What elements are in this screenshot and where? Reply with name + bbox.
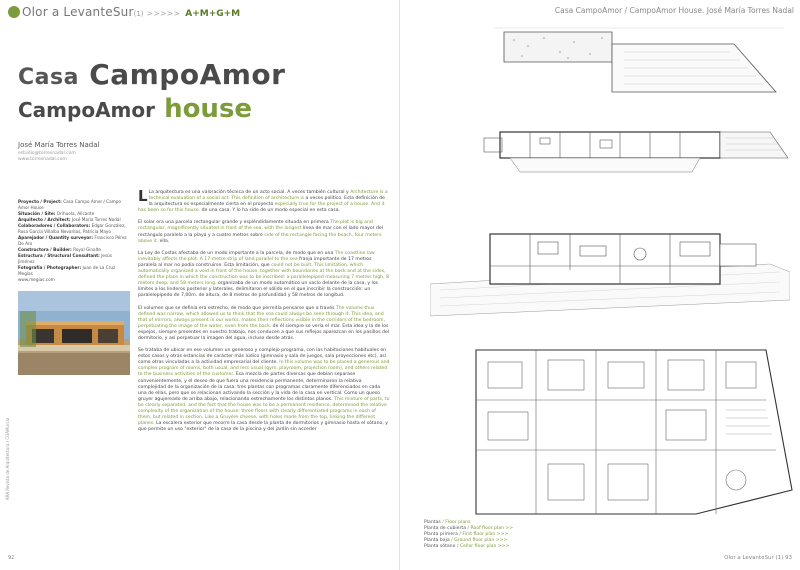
spine-credit: ARA Revista de Arquitectura / COAMurcia bbox=[5, 417, 10, 500]
credit-value: Orihuela, Alicante bbox=[56, 211, 95, 216]
paragraph-en: could not be built. This limitation, which automatically organized a void in front of the house, together with boundaries at the back and at the sides, defined the place in which the construction was to be inscribed: a parallelepiped measuring 7 metres high, 8 meters deep, and 58 meters long. bbox=[138, 262, 389, 287]
title-english bbox=[18, 94, 252, 124]
legend-en: / First floor plan >>> bbox=[459, 532, 509, 537]
brand-dot-icon bbox=[8, 6, 20, 18]
paragraph bbox=[138, 187, 390, 214]
ground-floor-plan bbox=[430, 220, 790, 320]
paragraph-es: ella. bbox=[159, 238, 170, 244]
article-body bbox=[138, 187, 390, 439]
legend-en: / Roof floor plan >> bbox=[467, 526, 514, 531]
paragraph bbox=[138, 220, 390, 244]
credit-value: Casa Campo Amor / Campo Amor House bbox=[18, 199, 121, 210]
author-contact bbox=[18, 151, 76, 163]
paragraph-es: Esa mezcla de partes diversas que debían separase convenientemente, y el deseo de que fuera una residencia permanente, determinaron la relativa complejidad de la organización de la casa: tres plantas con programas claramente diferenciados en cada una de ellas, pero que se relacionan activando la sección y la vida de la casa en vertical. Como un queso gruyer agujereado de arriba abajo, relacionando estrechamente los distintos planos. bbox=[138, 372, 381, 402]
paragraph-es: El volumen que se definía era estrecho, de modo que permitía pensarse que a través bbox=[138, 305, 335, 311]
credit-key: Constructora / Builder: bbox=[18, 247, 72, 252]
paragraph bbox=[138, 306, 390, 343]
legend-es: Planta sótano bbox=[424, 544, 456, 549]
credit-value: Jesús Jiménez bbox=[18, 253, 113, 264]
project-credits bbox=[18, 199, 128, 283]
cellar-floor-plan bbox=[470, 118, 790, 178]
paragraph-en: In this volume was to be placed a generous and complex program of rooms, both usual, and less usual (gym, playroom, projection room), and others related to the business activities of the customer. bbox=[138, 360, 390, 378]
credit-value: www.megias.com bbox=[18, 277, 55, 282]
paragraph-es: de él siempre se vería el mar. Esta idea y la de los espejos, siempre presentes en nuestro trabajo, nos conducen a que sus reflejos aparezcan en los pasillos del dormitorio, y así perpetuar la imagen del agua, incluso desde atrás. bbox=[138, 323, 390, 341]
paragraph-es: organizaba de un modo automático un vacío delante de la casa, y los límites a los linderos posterior y laterales, delimitaron el sólido en el que inscribir la construcción: un paralelepípedo de 7,00m. de altura, de 8 metros de profundidad y 58 metros de longitud. bbox=[138, 281, 379, 299]
paragraph-en: side of the rectangle facing the beach, four meters above it. bbox=[138, 232, 382, 244]
paragraph bbox=[138, 251, 390, 300]
paragraph bbox=[138, 348, 390, 433]
paragraph-en: especially true for the project of a house. And it has been so for this house. bbox=[138, 202, 385, 214]
paragraph-en: This mixture of parts, to be clearly separated, and the fact that the house was to be a permanent residence, determined the relative complexity of the organization of the house: three floors with clearly differentiated programs in each of them, but related in section. Like a Gruyère cheese, with holes made from the top, linking the different planes. bbox=[138, 396, 390, 427]
legend-en: / Cellar floor plan >>> bbox=[456, 544, 510, 549]
paragraph-es: a veces político. Esta definición de la arquitectura es especialmente cierta en el proyecto bbox=[148, 196, 385, 208]
house-photo-image bbox=[18, 291, 130, 375]
issue-number: (1) bbox=[133, 10, 144, 18]
author-name: José María Torres Nadal bbox=[18, 141, 100, 149]
running-header-right: Casa CampoAmor / CampoAmor House. José María Torres Nadal bbox=[554, 6, 794, 15]
credit-key: Proyecto / Project: bbox=[18, 199, 62, 204]
paragraph-es: La escalera exterior que recorre la casa desde la planta de dormitorios y gimnasio hasta el sótano, y que permite un uso "exterior" de la casa de la piscina y del jardín sin acceder bbox=[138, 421, 388, 433]
legend-item bbox=[424, 544, 513, 550]
paragraph-es: de una casa. Y lo ha sido de un modo especial en esta casa. bbox=[201, 208, 340, 214]
credit-key: Situación / Site: bbox=[18, 211, 56, 216]
title-spanish bbox=[18, 58, 285, 91]
paragraph-es: El solar era una parcela rectangular grande y espléndidamente situada en primera bbox=[138, 220, 329, 226]
paragraph-en: The volume thus defined was narrow, which allowed us to think that the sea could always be seen through it. This idea, and that of mirrors, always present in our works, makes their reflections visible in the corridors of the bedroom, perpetuating the image of the water, even from the back. bbox=[138, 305, 385, 329]
credit-key: Estructura / Structural Consultant: bbox=[18, 253, 100, 258]
page-number-right: Olor a LevanteSur (1) 93 bbox=[724, 555, 792, 561]
title-campoamor: CampoAmor bbox=[89, 58, 286, 91]
credit-line bbox=[18, 235, 128, 247]
credit-key: Arquitecto / Architect: bbox=[18, 217, 71, 222]
firm-name: A+M+G+M bbox=[185, 9, 241, 19]
page-number-left: 92 bbox=[8, 555, 15, 561]
drop-cap: L bbox=[138, 187, 148, 205]
brand-name: Olor a LevanteSur bbox=[22, 5, 134, 19]
paragraph-es: línea de mar con el lado mayor del rectángulo paralelo a la playa y a cuatro metros sobre bbox=[138, 226, 384, 238]
plans-legend bbox=[424, 520, 513, 550]
paragraph-en: The coastline law inevitably affects the plot. A 17-metre strip of land parallel to the sea bbox=[138, 250, 375, 262]
credit-line bbox=[18, 265, 128, 277]
running-header bbox=[8, 5, 240, 21]
title-house: house bbox=[164, 94, 253, 124]
roof-floor-plan bbox=[494, 22, 784, 102]
credit-line bbox=[18, 253, 128, 265]
legend-en: / Floor plans bbox=[442, 520, 471, 525]
first-floor-plan bbox=[436, 340, 796, 520]
paragraph-es: Se trataba de ubicar en ese volumen un generoso y complejo programa, con las habitaciones habituales en estos casos y otras estancias de carácter más lúdico (gimnasio y sala de juegos, sala proyecciones etc), así como otras vinculadas a la actividad empresarial del cliente. bbox=[138, 348, 387, 366]
legend-es: Planta baja bbox=[424, 538, 450, 543]
legend-en: / Ground floor plan >>> bbox=[451, 538, 508, 543]
paragraph-es: La Ley de Costas afectaba de un modo importante a la parcela, de modo que en una bbox=[138, 250, 334, 256]
legend-es: Planta de cubierta bbox=[424, 526, 467, 531]
right-page bbox=[400, 0, 800, 570]
credit-value: Edgar González, Rosa García Villalba Nevarilas, Patricia Mayo bbox=[18, 223, 126, 234]
credit-line bbox=[18, 199, 128, 211]
house-photo bbox=[18, 291, 130, 375]
paragraph-es: franja importante de 17 metros paralela al mar no podía construirse. Esta limitación, que bbox=[138, 256, 372, 268]
paragraph-en: The plot is big and rectangular, magnificently situated in front of the sea, with the longest bbox=[138, 220, 373, 232]
title-casa: Casa bbox=[18, 65, 79, 90]
credit-value: José María Torres Nadal bbox=[71, 217, 121, 222]
legend-es: Plantas bbox=[424, 520, 441, 525]
author-email: estudio@torresnadal.com bbox=[18, 151, 76, 156]
paragraph-es: La arquitectura es una valoración técnica de un acto social. A veces también cultural y bbox=[148, 190, 349, 195]
credit-value: Francisco Pérez De Aro bbox=[18, 235, 127, 246]
author-web: www.torresnadal.com bbox=[18, 157, 67, 162]
credit-key: Fotografía / Photographer: bbox=[18, 265, 82, 270]
credit-value: Juan de La Cruz Megías bbox=[18, 265, 116, 276]
legend-es: Planta primera bbox=[424, 532, 458, 537]
header-arrows: >>>>> bbox=[146, 9, 181, 18]
paragraph-en: Architecture is a technical evaluation of a social act. This definition of architecture is bbox=[148, 190, 388, 202]
title-campoamor-en: CampoAmor bbox=[18, 98, 155, 122]
credit-key: Colaboradores / Collaborators: bbox=[18, 223, 91, 228]
credit-line bbox=[18, 223, 128, 235]
credit-key: Aparejador / Quantity surveyor: bbox=[18, 235, 94, 240]
credit-line bbox=[18, 277, 128, 283]
credit-value: Royal Ginalte bbox=[73, 247, 101, 252]
